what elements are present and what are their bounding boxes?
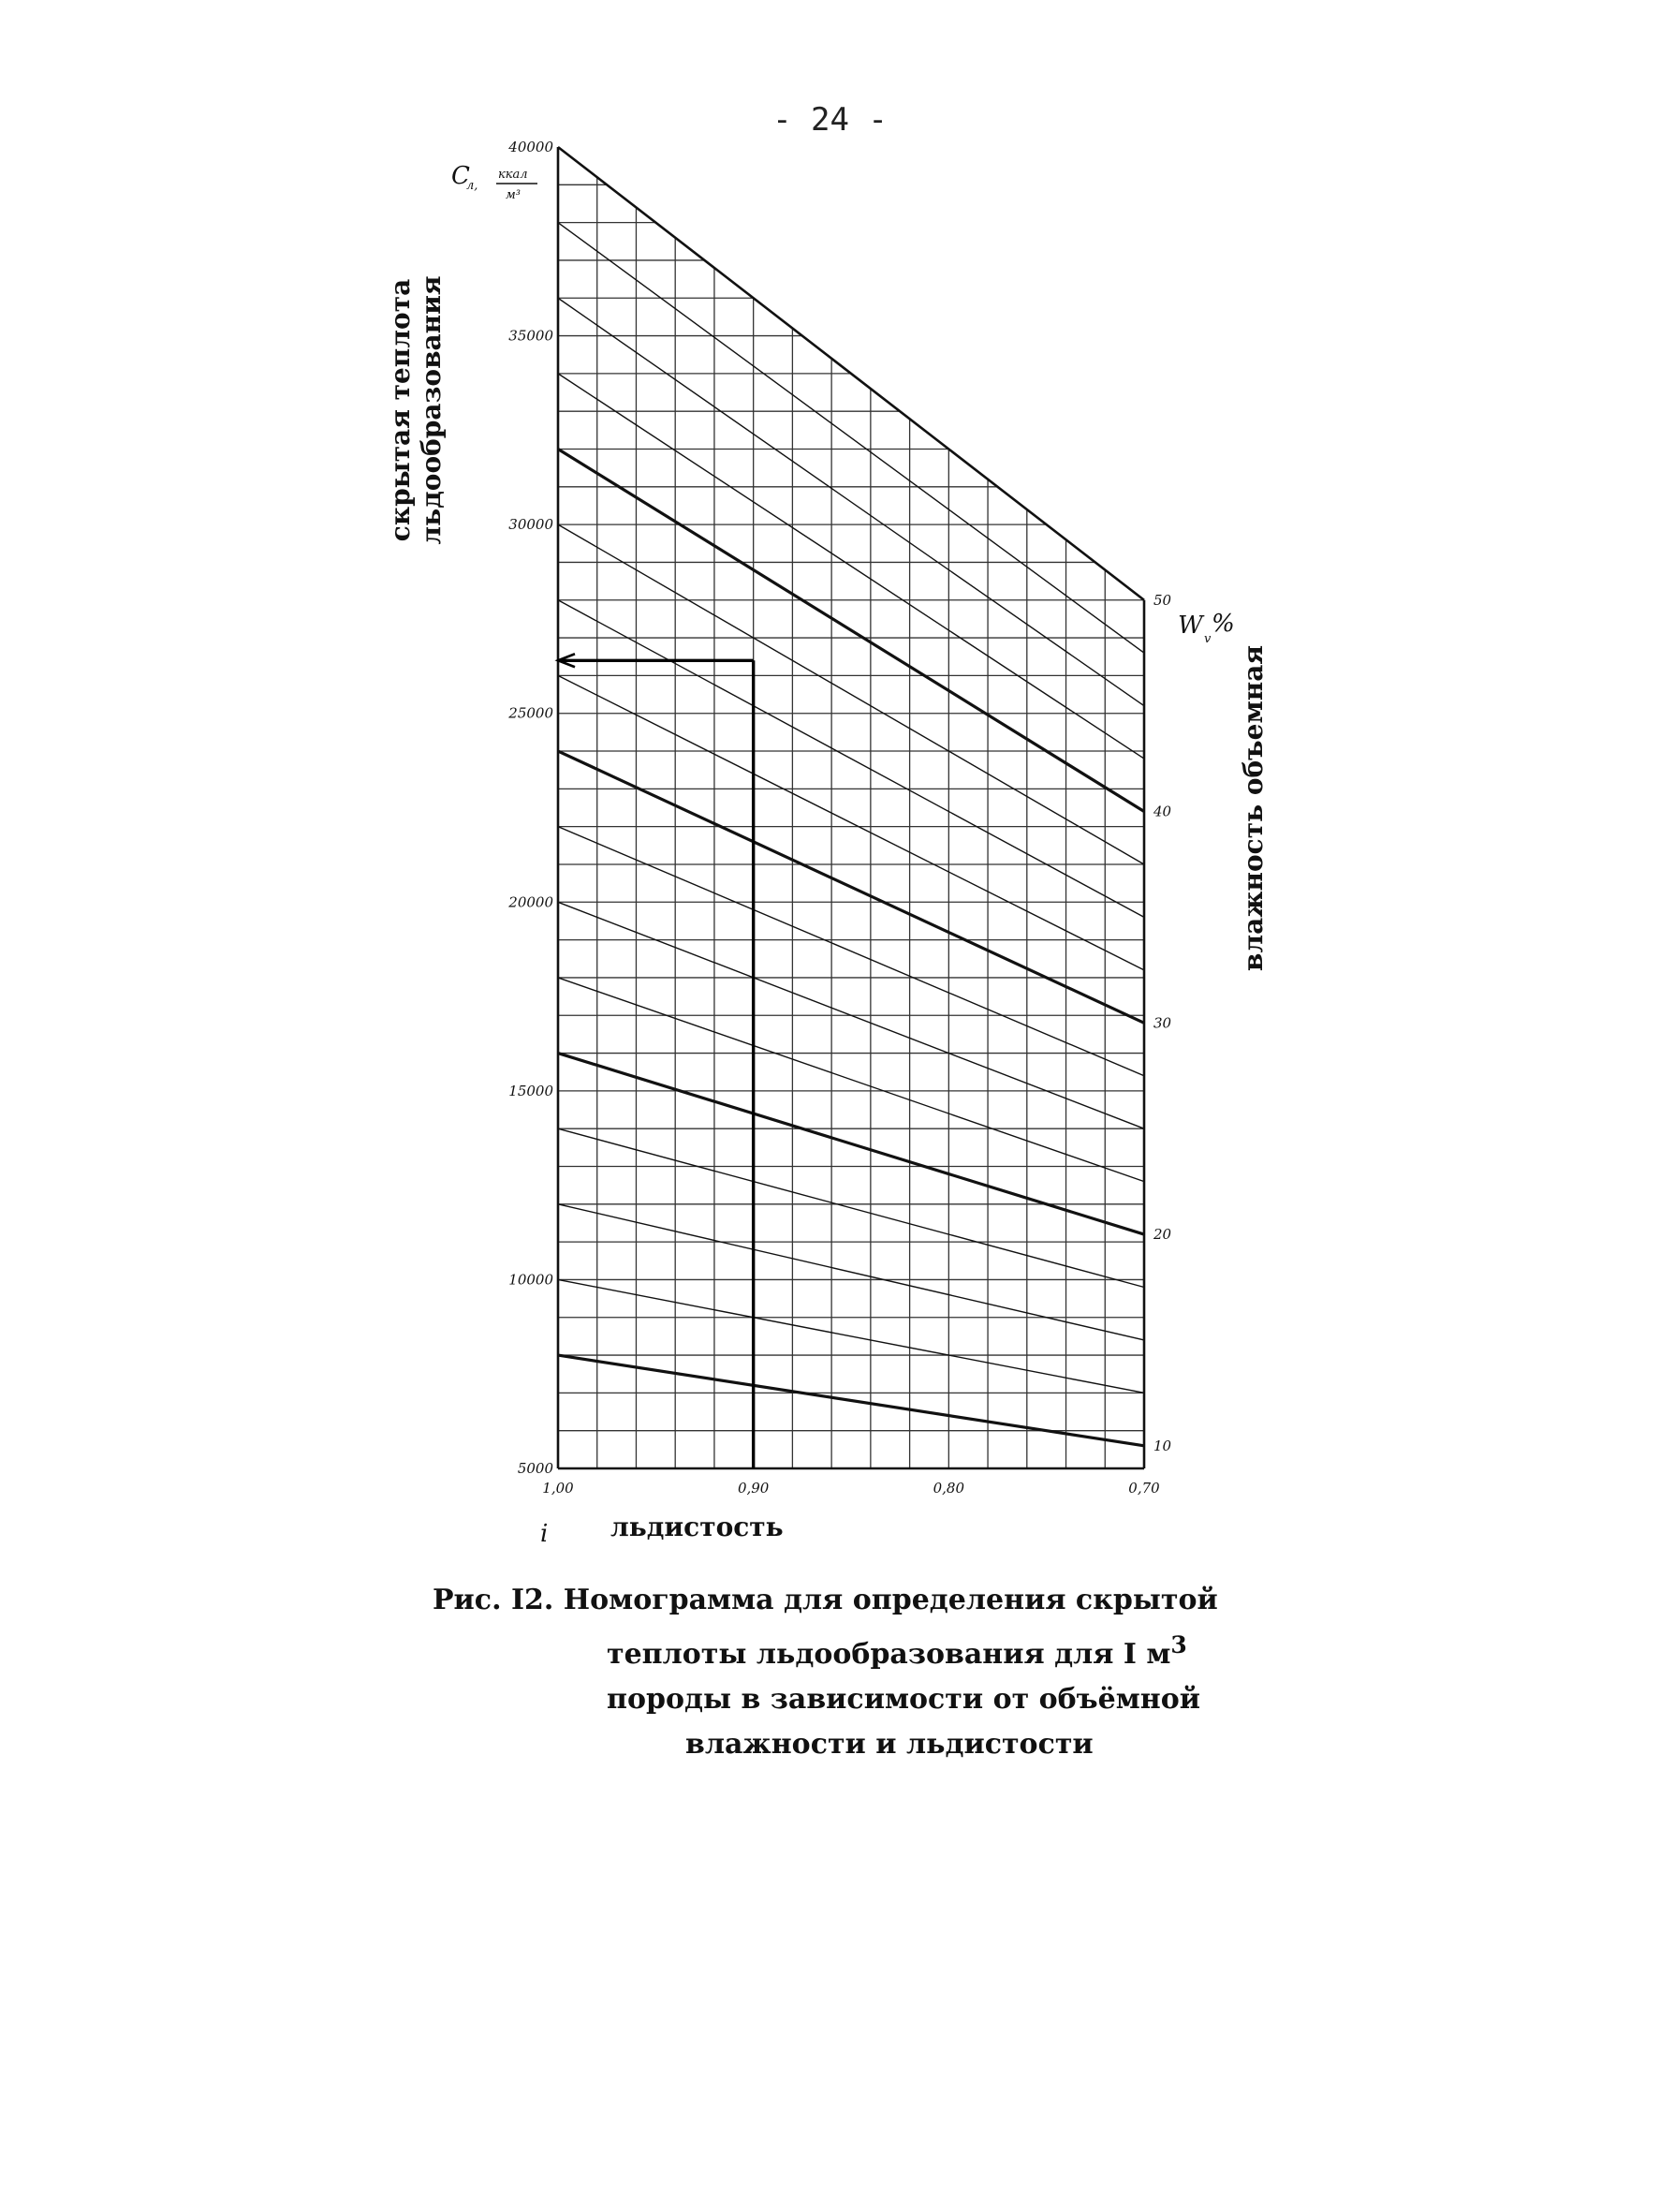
c-symbol: C — [451, 162, 470, 190]
caption-line-1 — [433, 1578, 1275, 1623]
i-tick-label: 0,90 — [737, 1480, 770, 1497]
w-axis-title: влажность объемная — [1238, 644, 1269, 972]
w-subscript: v — [1204, 632, 1212, 646]
caption-text-1: Номограмма для определения скрытой — [563, 1584, 1218, 1616]
caption-line-3: породы в зависимости от объёмной — [607, 1683, 1201, 1716]
c-tick-label: 15000 — [508, 1082, 553, 1099]
c-tick-label: 25000 — [508, 704, 553, 722]
i-axis-title: льдистость — [610, 1512, 784, 1542]
c-axis-title-2: льдообразования — [416, 275, 447, 545]
moisture-line-major — [558, 1054, 1144, 1235]
c-tick-label: 30000 — [508, 516, 553, 534]
c-tick-label: 35000 — [508, 327, 553, 345]
i-tick-label: 0,70 — [1128, 1480, 1160, 1497]
moisture-line-major — [558, 751, 1144, 1023]
moisture-lines — [558, 223, 1144, 1446]
c-subscript: л, — [466, 179, 478, 193]
caption-line-4: влажности и льдистости — [685, 1728, 1094, 1761]
c-tick-label: 10000 — [508, 1271, 553, 1289]
moisture-line — [558, 1204, 1144, 1340]
w-tick-label: 50 — [1153, 591, 1172, 609]
caption-text-2: теплоты льдообразования для I м — [607, 1638, 1171, 1671]
moisture-line — [558, 524, 1144, 864]
moisture-line — [558, 223, 1144, 654]
chart-frame — [558, 147, 1144, 1468]
moisture-line — [558, 374, 1144, 759]
c-unit-numerator: ккал — [498, 168, 528, 182]
i-tick-label: 1,00 — [542, 1480, 574, 1497]
c-axis-title-1: скрытая теплота — [385, 278, 416, 542]
caption-prefix: Рис. I2. — [433, 1584, 554, 1616]
caption-line-2 — [433, 1623, 1275, 1677]
c-tick-label: 20000 — [508, 893, 553, 911]
c-unit-denominator: м³ — [506, 188, 521, 202]
w-tick-label: 10 — [1153, 1437, 1172, 1454]
moisture-line — [558, 675, 1144, 969]
caption-superscript: 3 — [1170, 1631, 1187, 1659]
moisture-line-major — [558, 1355, 1144, 1446]
w-symbol: W — [1178, 612, 1203, 640]
moisture-line — [558, 1279, 1144, 1393]
moisture-line-major — [558, 450, 1144, 812]
c-tick-label: 5000 — [517, 1460, 553, 1477]
w-tick-label: 30 — [1153, 1014, 1172, 1032]
c-tick-label: 40000 — [508, 139, 553, 155]
i-tick-label: 0,80 — [933, 1480, 965, 1497]
w-tick-label: 20 — [1153, 1226, 1172, 1244]
i-symbol: i — [540, 1520, 549, 1548]
w-unit: % — [1212, 610, 1235, 638]
page-number: - 24 - — [772, 101, 888, 139]
figure-caption — [433, 1578, 1275, 1767]
w-tick-label: 40 — [1153, 803, 1172, 820]
axis-labels — [385, 139, 1269, 1548]
